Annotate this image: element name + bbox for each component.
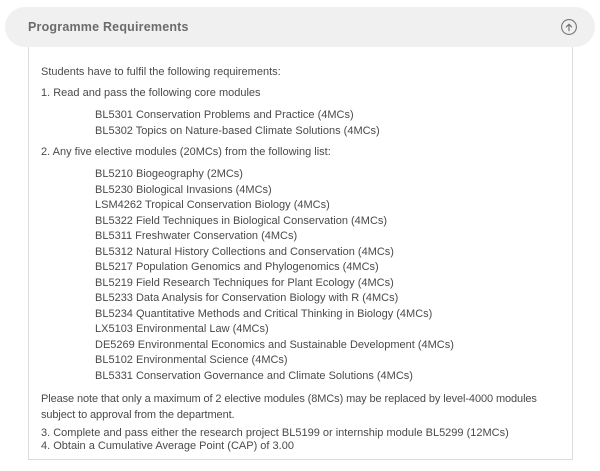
panel-title: Programme Requirements bbox=[28, 20, 189, 34]
core-module-list bbox=[41, 108, 560, 139]
collapse-button[interactable] bbox=[559, 17, 579, 37]
requirement-3: 3. Complete and pass either the research project BL5199 or internship module BL5299 (12MCs) bbox=[41, 427, 509, 439]
module-item: BL5233 Data Analysis for Conservation Biology with R (4MCs) bbox=[95, 292, 399, 304]
panel-body bbox=[28, 45, 573, 460]
note-text: Please note that only a maximum of 2 elective modules (8MCs) may be replaced by level-4000 modules subject to approval from the department. bbox=[41, 393, 537, 421]
requirement-4: 4. Obtain a Cumulative Average Point (CAP) of 3.00 bbox=[41, 440, 294, 452]
module-item: DE5269 Environmental Economics and Sustainable Development (4MCs) bbox=[95, 338, 454, 351]
module-item: BL5322 Field Techniques in Biological Conservation (4MCs) bbox=[95, 214, 388, 227]
module-item: BL5311 Freshwater Conservation (4MCs) bbox=[95, 230, 298, 242]
module-item: BL5312 Natural History Collections and Conservation (4MCs) bbox=[95, 245, 394, 258]
module-item: BL5219 Field Research Techniques for Plant Ecology (4MCs) bbox=[95, 276, 394, 289]
requirement-1-heading: 1. Read and pass the following core modules bbox=[41, 87, 261, 99]
panel-header bbox=[5, 7, 595, 47]
arrow-up-circle-icon bbox=[560, 18, 578, 36]
module-item: BL5210 Biogeography (2MCs) bbox=[95, 168, 243, 180]
module-item: BL5230 Biological Invasions (4MCs) bbox=[95, 183, 272, 196]
module-item: BL5217 Population Genomics and Phylogenomics (4MCs) bbox=[95, 261, 379, 273]
module-item: BL5301 Conservation Problems and Practice (4MCs) bbox=[95, 109, 354, 121]
module-item: LX5103 Environmental Law (4MCs) bbox=[95, 323, 269, 335]
module-item: BL5102 Environmental Science (4MCs) bbox=[95, 354, 288, 366]
module-item: BL5234 Quantitative Methods and Critical Thinking in Biology (4MCs) bbox=[95, 307, 433, 320]
programme-requirements-panel bbox=[0, 7, 600, 460]
intro-text: Students have to fulfil the following requirements: bbox=[41, 66, 281, 78]
module-item: BL5331 Conservation Governance and Climate Solutions (4MCs) bbox=[95, 369, 413, 382]
elective-module-list bbox=[41, 167, 560, 384]
module-item: LSM4262 Tropical Conservation Biology (4MCs) bbox=[95, 199, 330, 211]
module-item: BL5302 Topics on Nature-based Climate Solutions (4MCs) bbox=[95, 124, 380, 137]
requirement-2-heading: 2. Any five elective modules (20MCs) from the following list: bbox=[41, 146, 331, 158]
